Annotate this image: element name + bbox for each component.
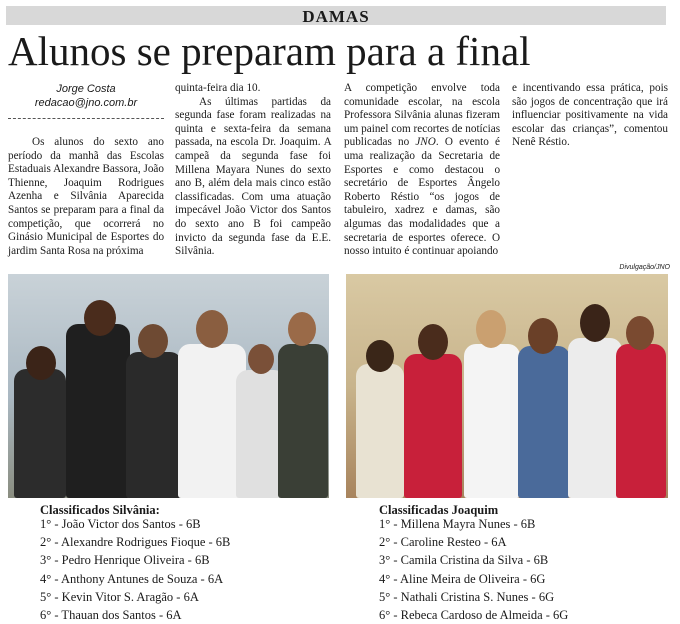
section-header-bar bbox=[6, 6, 666, 25]
photo-silvania-students bbox=[8, 274, 329, 498]
student-head bbox=[580, 304, 610, 342]
headline: Alunos se preparam para a final bbox=[8, 28, 531, 74]
classificados-silvania-list bbox=[40, 515, 230, 624]
list-item: 2° - Alexandre Rodrigues Fioque - 6B bbox=[40, 535, 231, 550]
student-figure bbox=[356, 364, 404, 498]
list-item: 6° - Thauan dos Santos - 6A bbox=[40, 608, 182, 623]
student-head bbox=[26, 346, 56, 380]
classificados-silvania-title: Classificados Silvânia: bbox=[40, 503, 160, 517]
classificadas-joaquim-title: Classificadas Joaquim bbox=[379, 503, 499, 517]
student-figure bbox=[464, 344, 520, 498]
list-item: 5° - Kevin Vitor S. Aragão - 6A bbox=[40, 589, 199, 604]
student-head bbox=[418, 324, 448, 360]
classificadas-joaquim-list bbox=[379, 515, 568, 624]
student-head bbox=[84, 300, 116, 336]
list-item: 6° - Rebeca Cardoso de Almeida - 6G bbox=[379, 608, 569, 623]
article-column-2 bbox=[175, 82, 331, 259]
student-head bbox=[476, 310, 506, 348]
student-figure bbox=[616, 344, 666, 498]
section-label: DAMAS bbox=[302, 7, 370, 26]
article-paragraph-fragment: quinta-feira dia 10. bbox=[175, 82, 261, 94]
student-figure bbox=[278, 344, 328, 498]
student-figure bbox=[568, 338, 622, 498]
byline-author: Jorge Costa bbox=[56, 83, 116, 95]
article-paragraph-fragment: A competição envolve toda comunidade escolar, na escola Professora Silvânia alunas fizeram um painel com recortes de notícias publicadas no JNO. O evento é uma realização da Secretaria de Esportes e como destacou o secretário de Esportes Ângelo Roberto Réstio “os jogos de tabuleiro, xadrez e damas, são algumas das modalidades que a secretaria de esportes oferece. O nosso intuito é continuar apoiando bbox=[344, 82, 501, 258]
byline bbox=[8, 82, 164, 110]
article-column-1 bbox=[8, 136, 164, 258]
article-column-4 bbox=[512, 82, 668, 150]
student-head bbox=[366, 340, 394, 372]
list-item: 4° - Anthony Antunes de Souza - 6A bbox=[40, 571, 224, 586]
student-figure bbox=[14, 369, 66, 498]
student-figure bbox=[518, 346, 570, 498]
student-head bbox=[196, 310, 228, 348]
list-item: 3° - Camila Cristina da Silva - 6B bbox=[379, 553, 549, 568]
list-item: 4° - Aline Meira de Oliveira - 6G bbox=[379, 571, 546, 586]
student-head bbox=[528, 318, 558, 354]
photo-credit: Divulgação/JNO bbox=[619, 264, 670, 271]
student-figure bbox=[404, 354, 462, 498]
student-figure bbox=[66, 324, 130, 498]
list-item: 2° - Caroline Resteo - 6A bbox=[379, 535, 507, 550]
byline-email[interactable]: redacao@jno.com.br bbox=[34, 97, 138, 109]
photo-joaquim-students bbox=[346, 274, 668, 498]
article-paragraph-fragment: As últimas partidas da segunda fase foram realizadas na quinta e sexta-feira da semana passada, na escola Dr. Joaquim. A campeã da segunda fase foi Millena Mayara Nunes do sexto ano B, além dela mais cinco estão classificadas. Com uma atuação impecável João Victor dos Santos do sexto ano B foi campeão invicto da segunda fase da E.E. Silvânia. bbox=[175, 95, 332, 258]
list-item: 5° - Nathali Cristina S. Nunes - 6G bbox=[379, 589, 555, 604]
article-paragraph-fragment: Os alunos do sexto ano período da manhã das Escolas Estaduais Alexandre Bassora, João Thienne, Joaquim Rodrigues Azenha e Silvânia Aparecida Santos se preparam para a final da competição, que ocorrerá no Ginásio Municipal de Esportes do jardim Santa Rosa na próxima bbox=[8, 136, 165, 257]
list-item: 3° - Pedro Henrique Oliveira - 6B bbox=[40, 553, 210, 568]
student-head bbox=[288, 312, 316, 346]
list-item: 1° - Millena Mayra Nunes - 6B bbox=[379, 517, 536, 531]
student-head bbox=[138, 324, 168, 358]
student-figure bbox=[126, 352, 182, 498]
student-head bbox=[248, 344, 274, 374]
article-paragraph-fragment: e incentivando essa prática, pois são jogos de concentração que irá influenciar positivamente na vida escolar das crianças”, comentou Nenê Réstio. bbox=[512, 82, 669, 149]
byline-divider bbox=[8, 118, 164, 119]
list-item: 1° - João Victor dos Santos - 6B bbox=[40, 517, 201, 531]
student-head bbox=[626, 316, 654, 350]
article-column-3 bbox=[344, 82, 500, 259]
